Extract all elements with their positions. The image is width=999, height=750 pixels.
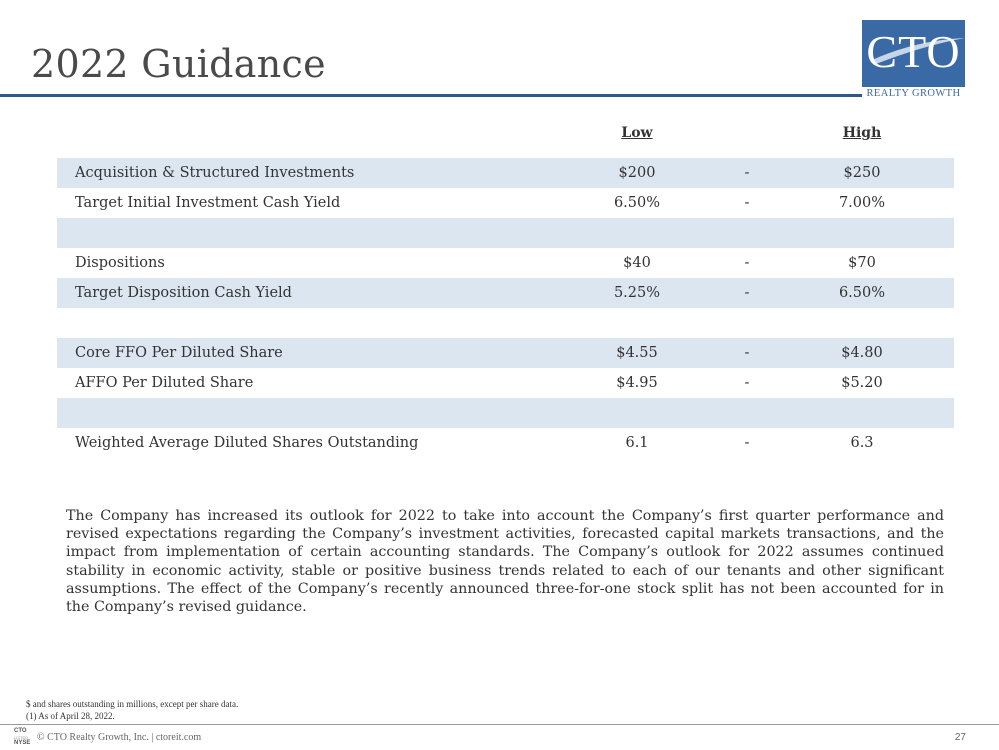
row-high-value: 7.00% bbox=[838, 195, 886, 211]
table-row bbox=[57, 398, 954, 428]
table-row bbox=[57, 248, 954, 278]
footer-logo-top: CTO bbox=[14, 728, 27, 734]
page-number: 27 bbox=[954, 732, 966, 743]
title-divider bbox=[0, 94, 862, 97]
row-range-dash: - bbox=[744, 345, 750, 361]
footer-logo-bottom: NYSE bbox=[14, 740, 31, 746]
footer-divider bbox=[0, 724, 999, 725]
footnote-units: $ and shares outstanding in millions, except per share data. bbox=[26, 699, 239, 709]
table-row bbox=[57, 308, 954, 338]
logo-wordmark: CTO bbox=[866, 26, 961, 77]
table-row bbox=[57, 218, 954, 248]
row-high-value: $5.20 bbox=[841, 375, 883, 391]
table-row bbox=[57, 338, 954, 368]
row-label: Target Disposition Cash Yield bbox=[75, 285, 292, 301]
row-low-value: 6.1 bbox=[625, 435, 649, 451]
logo-subtitle: REALTY GROWTH bbox=[862, 88, 965, 100]
column-header-high: High bbox=[842, 125, 882, 141]
row-high-value: $70 bbox=[848, 255, 876, 271]
row-high-value: 6.50% bbox=[838, 285, 886, 301]
row-label: Dispositions bbox=[75, 255, 165, 271]
row-range-dash: - bbox=[744, 165, 750, 181]
row-high-value: $4.80 bbox=[841, 345, 883, 361]
table-row bbox=[57, 368, 954, 398]
table-row bbox=[57, 428, 954, 458]
table-row bbox=[57, 158, 954, 188]
page-title: 2022 Guidance bbox=[31, 42, 326, 86]
table-row bbox=[57, 188, 954, 218]
row-low-value: $4.55 bbox=[616, 345, 658, 361]
row-low-value: 5.25% bbox=[613, 285, 661, 301]
row-low-value: $4.95 bbox=[616, 375, 658, 391]
footer-logo-mid: LISTED bbox=[14, 735, 29, 740]
row-high-value: $250 bbox=[843, 165, 881, 181]
footer-copyright: © CTO Realty Growth, Inc. | ctoreit.com bbox=[37, 732, 202, 743]
row-range-dash: - bbox=[744, 435, 750, 451]
row-label: Acquisition & Structured Investments bbox=[75, 165, 355, 181]
row-label: AFFO Per Diluted Share bbox=[75, 375, 254, 391]
row-low-value: 6.50% bbox=[613, 195, 661, 211]
row-label: Core FFO Per Diluted Share bbox=[75, 345, 283, 361]
cto-logo bbox=[862, 20, 965, 87]
column-header-low: Low bbox=[621, 125, 653, 141]
row-high-value: 6.3 bbox=[850, 435, 874, 451]
row-label: Weighted Average Diluted Shares Outstanding bbox=[75, 435, 419, 451]
row-low-value: $40 bbox=[623, 255, 651, 271]
row-range-dash: - bbox=[744, 255, 750, 271]
guidance-paragraph: The Company has increased its outlook for 2022 to take into account the Company’s first quarter performance and revised expectations regarding the Company’s investment activities, forecasted capital markets transactions, and the impact from implementation of certain accounting standards. The Company’s outlook for 2022 assumes continued stability in economic activity, stable or positive business trends related to each of our tenants and other significant assumptions. The effect of the Company’s recently announced three-for-one stock split has not been accounted for in the Company’s revised guidance. bbox=[66, 508, 944, 616]
table-row bbox=[57, 278, 954, 308]
footnote-1: (1) As of April 28, 2022. bbox=[26, 711, 115, 721]
row-range-dash: - bbox=[744, 285, 750, 301]
row-label: Target Initial Investment Cash Yield bbox=[75, 195, 341, 211]
row-low-value: $200 bbox=[618, 165, 656, 181]
footer-nyse-logo bbox=[14, 728, 36, 748]
row-range-dash: - bbox=[744, 195, 750, 211]
row-range-dash: - bbox=[744, 375, 750, 391]
